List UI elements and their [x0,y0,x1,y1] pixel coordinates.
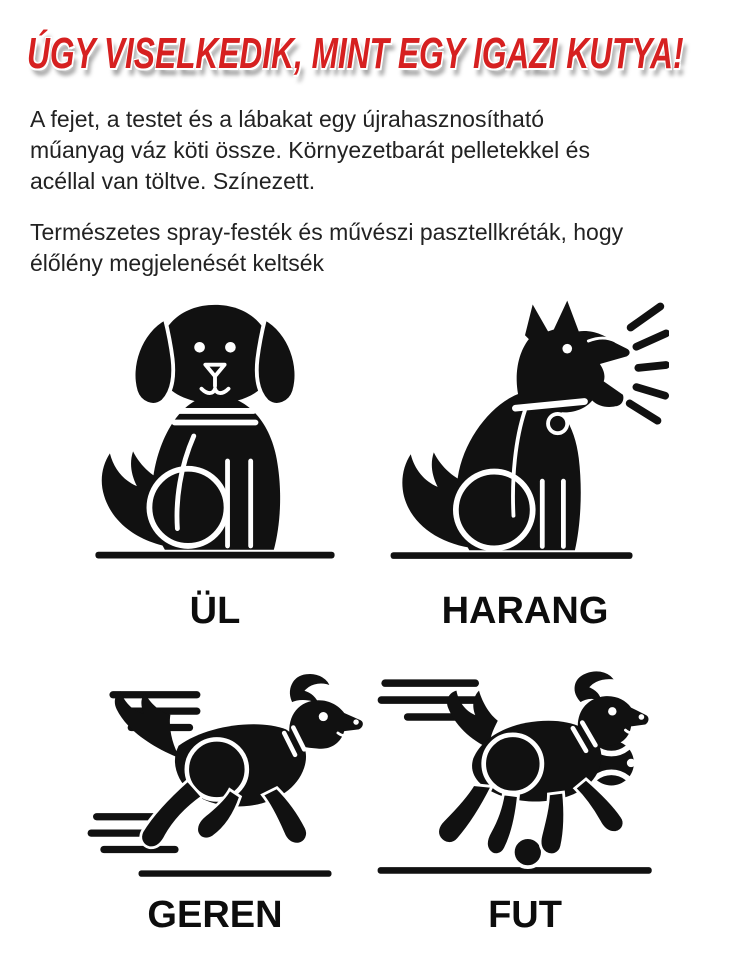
description-paragraph-1: A fejet, a testet és a lábakat egy újrahasznosítható műanyag váz köti össze. Környezetbarát pelletekkel és acéllal van töltve. Színezett. [30,106,590,194]
pose-label-sit: ÜL [189,590,241,632]
pose-figure [381,289,669,581]
pose-cell-bark [370,289,680,633]
pose-label-run: GEREN [147,894,283,936]
pose-cell-run [60,633,370,937]
page-title: ÚGY VISELKEDIK, MINT EGY IGAZI KUTYA! [27,29,684,78]
description-paragraph-2: Természetes spray-festék és művészi pasztellkréták, hogy élőlény megjelenését keltsék [30,219,624,276]
pose-figure [60,647,370,885]
pose-cell-sit [60,289,370,633]
pose-label-bark: HARANG [441,590,609,632]
pose-figure [370,647,680,885]
pose-label-fetch: FUT [488,894,562,936]
pose-grid [60,289,680,937]
dog-barking-icon [381,293,669,581]
pose-cell-fetch [370,633,680,937]
dog-running-with-ball-icon [370,655,680,885]
dog-running-icon [60,662,370,885]
pose-figure [80,289,350,581]
dog-sitting-icon [80,291,350,581]
